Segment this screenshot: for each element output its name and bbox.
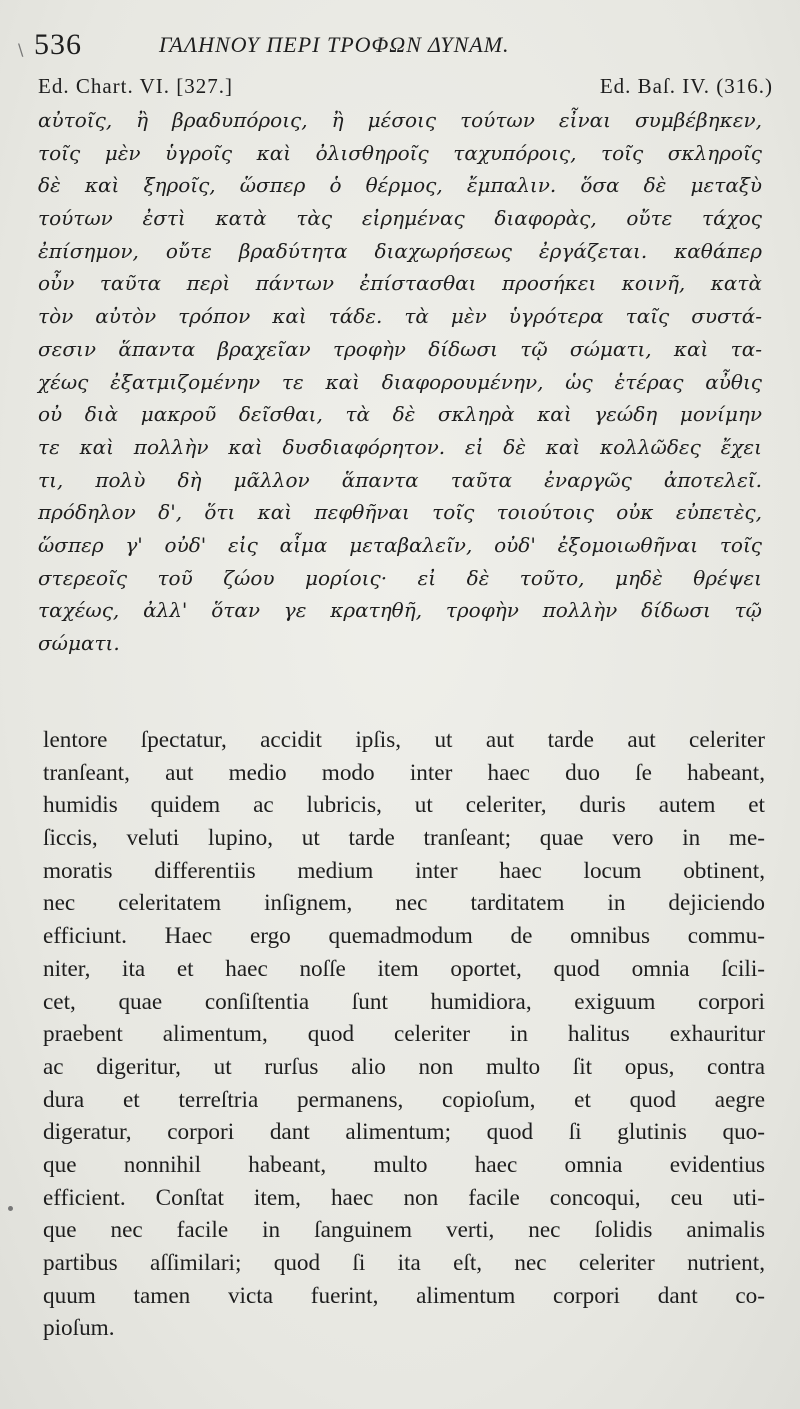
latin-text-line: moratis differentiis medium inter haec locum obtinent,: [43, 857, 765, 884]
latin-text-block: [43, 724, 765, 1345]
latin-text-line: quum tamen victa fuerint, alimentum corpori dant co-: [43, 1282, 765, 1309]
greek-text-line: πρόδηλον δ', ὅτι καὶ πεφθῆναι τοῖς τοιούτοις οὐκ εὐπετὲς,: [38, 500, 762, 525]
margin-dot-mark: [8, 1206, 13, 1211]
greek-text-line: οὐ διὰ μακροῦ δεῖσθαι, τὰ δὲ σκληρὰ καὶ γεώδη μονίμην: [38, 402, 762, 427]
latin-text-line: partibus aſſimilari; quod ſi ita eſt, nec celeriter nutrient,: [43, 1250, 765, 1276]
latin-text-line: que nonnihil habeant, multo haec omnia evidentius: [43, 1151, 765, 1178]
latin-text-line: ſiccis, veluti lupino, ut tarde tranſeant; quae vero in me-: [43, 825, 765, 852]
latin-text-line: tranſeant, aut medio modo inter haec duo ſe habeant,: [43, 759, 765, 786]
latin-text-line: digeratur, corpori dant alimentum; quod ſi glutinis quo-: [43, 1119, 765, 1146]
latin-text-line: efficient. Conſtat item, haec non facile concoqui, ceu uti-: [43, 1184, 765, 1211]
corner-stroke-mark: \: [18, 40, 24, 59]
greek-text-line: ἐπίσημον, οὔτε βραδύτητα διαχωρήσεως ἐργάζεται. καθάπερ: [38, 238, 762, 263]
greek-text-line: τε καὶ πολλὴν καὶ δυσδιαφόρητον. εἰ δὲ καὶ κολλῶδες ἔχει: [38, 434, 762, 459]
latin-text-line: que nec facile in ſanguinem verti, nec ſolidis animalis: [43, 1217, 765, 1244]
greek-text-line: τι, πολὺ δὴ μᾶλλον ἅπαντα ταῦτα ἐναργῶς ἀποτελεῖ.: [38, 467, 762, 492]
greek-text-line: δὲ καὶ ξηροῖς, ὥσπερ ὁ θέρμος, ἔμπαλιν. ὅσα δὲ μεταξὺ: [38, 173, 762, 198]
greek-text-line: τούτων ἐστὶ κατὰ τὰς εἰρημένας διαφορὰς, οὔτε τάχος: [38, 206, 762, 231]
running-head: [34, 28, 764, 68]
latin-text-line: niter, ita et haec noſſe item oportet, quod omnia ſcili-: [43, 955, 765, 982]
latin-text-line: cet, quae conſiſtentia ſunt humidiora, exiguum corpori: [43, 988, 765, 1015]
greek-text-line: ταχέως, ἀλλ' ὅταν γε κρατηθῆ, τροφὴν πολλὴν δίδωσι τῷ: [38, 598, 762, 623]
greek-text-line: ὥσπερ γ' οὐδ' εἰς αἷμα μεταβαλεῖν, οὐδ' ἐξομοιωθῆναι τοῖς: [38, 532, 762, 557]
greek-text-line: τὸν αὐτὸν τρόπον καὶ τάδε. τὰ μὲν ὑγρότερα ταῖς συστά-: [38, 304, 762, 329]
latin-text-line: nec celeritatem inſignem, nec tarditatem in dejiciendo: [43, 890, 765, 917]
edition-basel-reference: Ed. Baſ. IV. (316.): [599, 74, 773, 98]
greek-text-line: σώματι.: [38, 631, 120, 655]
latin-text-line: praebent alimentum, quod celeriter in halitus exhauritur: [43, 1021, 765, 1048]
latin-text-line: humidis quidem ac lubricis, ut celeriter, duris autem et: [43, 792, 765, 819]
page-number: 536: [34, 28, 82, 61]
latin-text-line: lentore ſpectatur, accidit ipſis, ut aut tarde aut celeriter: [43, 727, 765, 753]
greek-text-line: χέως ἐξατμιζομένην τε καὶ διαφορουμένην, ὡς ἑτέρας αὖθις: [38, 369, 762, 394]
latin-text-line: efficiunt. Haec ergo quemadmodum de omnibus commu-: [43, 923, 765, 950]
edition-reference-line: [38, 74, 773, 104]
greek-text-line: αὐτοῖς, ἢ βραδυπόροις, ἢ μέσοις τούτων εἶναι συμβέβηκεν,: [38, 108, 762, 132]
greek-text-line: οὖν ταῦτα περὶ πάντων ἐπίστασθαι προσήκει κοινῆ, κατὰ: [38, 271, 762, 296]
greek-text-line: στερεοῖς τοῦ ζώου μορίοις· εἰ δὲ τοῦτο, μηδὲ θρέψει: [38, 565, 762, 590]
greek-text-line: σεσιν ἅπαντα βραχεῖαν τροφὴν δίδωσι τῷ σώματι, καὶ τα-: [38, 336, 762, 361]
latin-text-line: pioſum.: [43, 1315, 115, 1342]
edition-chartier-reference: Ed. Chart. VI. [327.]: [38, 74, 233, 98]
latin-text-line: dura et terreſtria permanens, copioſum, et quod aegre: [43, 1086, 765, 1113]
greek-text-block: [38, 104, 762, 660]
greek-text-line: τοῖς μὲν ὑγροῖς καὶ ὀλισθηροῖς ταχυπόροις, τοῖς σκληροῖς: [38, 140, 762, 165]
latin-text-line: ac digeritur, ut rurſus alio non multo ſit opus, contra: [43, 1053, 765, 1080]
running-title: ΓΑΛΗΝΟΥ ΠΕΡΙ ΤΡΟΦΩΝ ΔΥΝΑΜ.: [159, 32, 510, 57]
